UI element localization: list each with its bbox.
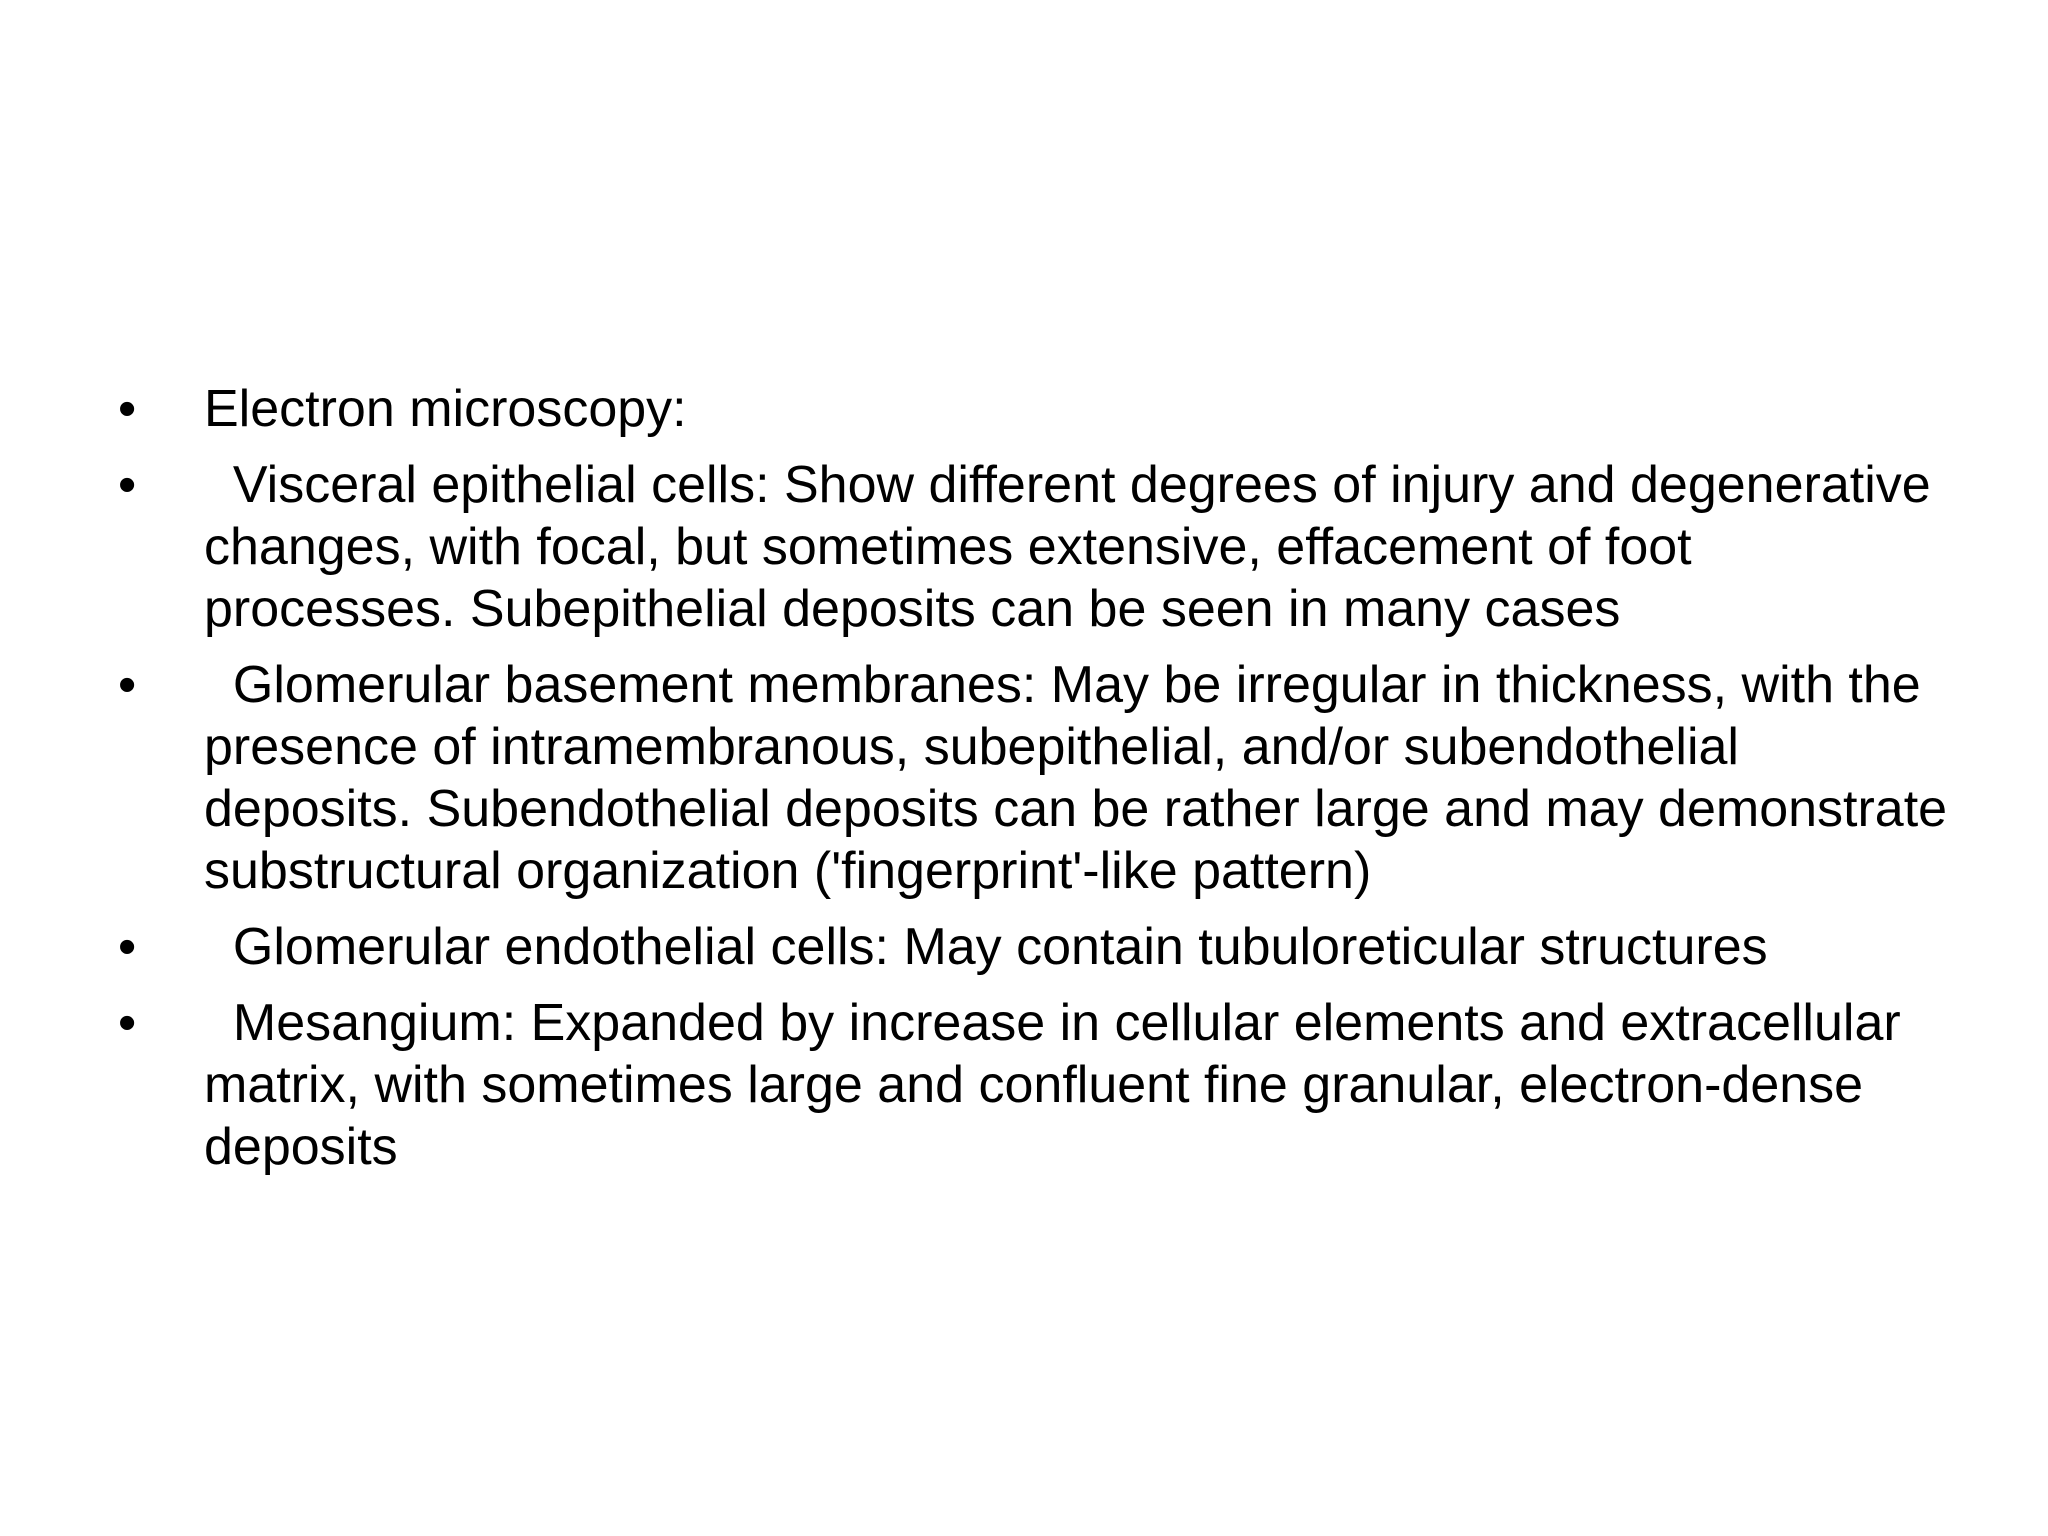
bullet-dot: • xyxy=(118,656,137,714)
bullet-dot: • xyxy=(118,456,137,514)
bullet-item-glomerular-endothelial-cells xyxy=(118,916,1948,978)
bullet-item-electron-microscopy xyxy=(118,378,1948,440)
bullet-list xyxy=(118,378,1962,1178)
bullet-text: Glomerular endothelial cells: May contain tubuloreticular structures xyxy=(204,918,1768,976)
bullet-text: Mesangium: Expanded by increase in cellular elements and extracellular matrix, with sometimes large and confluent fine granular, electron-dense deposits xyxy=(204,994,1916,1176)
bullet-dot: • xyxy=(118,994,137,1052)
bullet-text: Glomerular basement membranes: May be irregular in thickness, with the presence of intramembranous, subepithelial, and/or subendothelial deposits. Subendothelial deposits can be rather large and may demonstrate substructural organization ('fingerprint'-like pattern) xyxy=(204,656,1962,900)
bullet-text: Visceral epithelial cells: Show different degrees of injury and degenerative changes, with focal, but sometimes extensive, effacement of foot processes. Subepithelial deposits can be seen in many cases xyxy=(204,456,1946,638)
bullet-item-visceral-epithelial-cells xyxy=(118,454,1948,640)
bullet-text: Electron microscopy: xyxy=(204,380,687,438)
bullet-dot: • xyxy=(118,918,137,976)
bullet-dot: • xyxy=(118,380,137,438)
bullet-item-glomerular-basement-membranes xyxy=(118,654,1962,902)
slide-body xyxy=(118,378,1962,1192)
bullet-item-mesangium xyxy=(118,992,1948,1178)
